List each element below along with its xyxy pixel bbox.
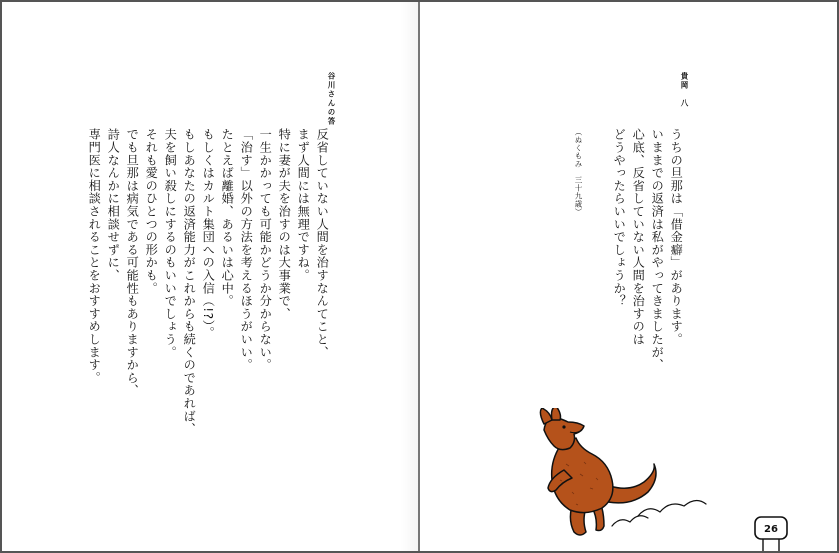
answer-line: それも愛のひとつの形かも。 bbox=[144, 128, 159, 295]
question-byline: 貴岡 八 bbox=[680, 72, 689, 108]
answer-line: もしあなたの返済能力がこれからも続くのであれば、 bbox=[182, 128, 197, 436]
page-gutter bbox=[418, 0, 420, 553]
page-border-top bbox=[0, 0, 839, 2]
answer-line: もしくはカルト集団への入信（!?）。 bbox=[201, 128, 216, 340]
gutter-shadow bbox=[400, 0, 418, 553]
question-line: どうやったらいいでしょうか？ bbox=[612, 128, 627, 308]
question-line: いままでの返済は私がやってきましたが、 bbox=[650, 128, 665, 372]
answer-line: 特に妻が夫を治すのは大事業で、 bbox=[277, 128, 292, 320]
answer-line: 夫を飼い殺しにするのもいいでしょう。 bbox=[163, 128, 178, 359]
question-line: 心底、反省していない人間を治すのは bbox=[631, 128, 646, 346]
answer-line: 反省していない人間を治すなんてこと、 bbox=[315, 128, 330, 359]
answer-line: 詩人なんかに相談せずに、 bbox=[106, 128, 121, 282]
answer-line: 「治す」以外の方法を考えるほうがいい。 bbox=[239, 128, 254, 372]
answer-line: でも旦那は病気である可能性もありますから、 bbox=[125, 128, 140, 397]
asker-credit: （ぬくもみ 三十九歳） bbox=[574, 128, 583, 216]
answer-line: 一生かかっても可能かどうか分からない。 bbox=[258, 128, 273, 372]
answer-line: たとえば離婚、あるいは心中。 bbox=[220, 128, 235, 308]
page-border-left bbox=[0, 0, 2, 553]
page-number bbox=[753, 513, 789, 553]
question-line: うちの旦那は「借金癖」があります。 bbox=[669, 128, 684, 346]
answer-line: 専門医に相談されることをおすすめします。 bbox=[87, 128, 102, 384]
answer-byline: 谷川さんの答 bbox=[327, 72, 336, 126]
answer-line: まず人間には無理ですね。 bbox=[296, 128, 311, 282]
kangaroo-illustration bbox=[520, 408, 720, 544]
page-number-label: 26 bbox=[764, 524, 778, 535]
